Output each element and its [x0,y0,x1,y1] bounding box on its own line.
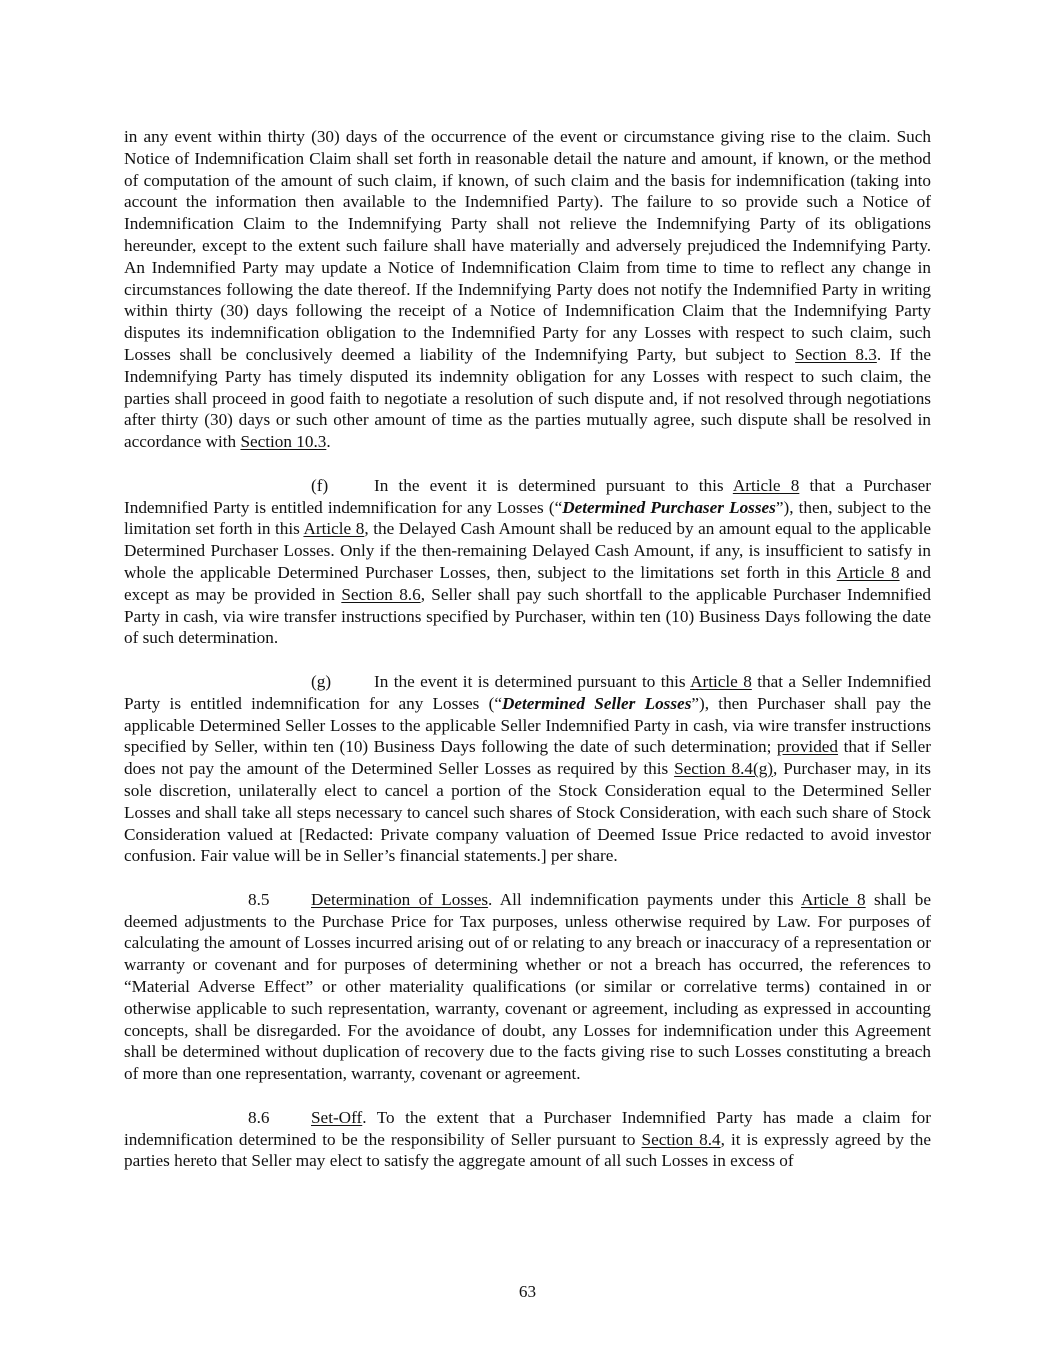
proviso: provided [776,737,839,757]
text: , the Delayed Cash Amount shall be reduced by an amount equal to the applicable Determined Purchaser Losses. Only if the then-remaining Delayed Cash Amount, if any, is insufficient to satisfy in whole the applicable Determined Purchaser Losses, then, subject to the limitations set forth in this [124,519,931,582]
text: shall be deemed adjustments to the Purchase Price for Tax purposes, unless otherwise required by Law. For purposes of calculating the amount of Losses incurred arising out of or relating to any breach or inaccuracy of a representation or warranty or covenant and for purposes of determining whether or not a breach has occurred, the references to “Material Adverse Effect” or other materiality qualifications (or similar or correlative terms) contained in or otherwise applicable to such representation, warranty, covenant or agreement, including as expressed in accounting concepts, shall be disregarded. For the avoidance of doubt, any Losses for indemnification under this Agreement shall be determined without duplication of recovery due to the facts giving rise to such Losses constituting a breach of more than one representation, warranty, covenant or agreement. [124,889,931,1084]
section-number: 8.5 [248,889,270,909]
text: . [326,432,331,452]
cross-reference: Article 8 [801,889,866,909]
paragraph-f-determined-purchaser-losses [124,475,931,649]
paragraph-g-determined-seller-losses [124,671,931,867]
text: , Seller shall pay such shortfall to the applicable Purchaser Indemnified Party in cash, via wire transfer instructions specified by Purchaser, within ten (10) Business Days following the date of such determination. [124,584,932,648]
clause-label: (f) [311,475,329,495]
text: . All indemnification payments under this [488,889,801,909]
text: and except as may be provided in [124,562,931,604]
text: In the event it is determined pursuant to this [374,671,691,691]
text: that if Seller does not pay the amount of the Determined Seller Losses as required by this [124,737,931,779]
cross-reference: Section 8.4(g) [674,759,774,779]
text: in any event within thirty (30) days of the occurrence of the event or circumstance giving rise to the claim. Such Notice of Indemnification Claim shall set forth in reasonable detail the nature and amount, if known, or the method of computation of the amount of such claim, if known, of such claim and the basis for indemnification (taking into account the information then available to the Indemnified Party). The failure to so provide such a Notice of Indemnification Claim to the Indemnifying Party shall not relieve the Indemnifying Party of its obligations hereunder, except to the extent such failure shall have materially and adversely prejudiced the Indemnifying Party. An Indemnified Party may update a Notice of Indemnification Claim from time to time to reflect any change in circumstances following the date thereof. If the Indemnifying Party does not notify the Indemnified Party in writing within thirty (30) days following the receipt of a Notice of Indemnification Claim that the Indemnifying Party disputes its indemnification obligation to the Indemnified Party for any Losses with respect to such claim, such Losses shall be conclusively deemed a liability of the Indemnifying Party, but subject to [124,127,931,364]
text: that a Seller Indemnified Party is entitled indemnification for any Losses (“ [124,671,931,713]
text: ”), then Purchaser shall pay the applicable Determined Seller Losses to the applicable Seller Indemnified Party in cash, via wire transfer instructions specified by Seller, within ten (10) Business Days following the date of such determination; [124,693,931,757]
cross-reference: Article 8 [732,475,800,495]
cross-reference: Article 8 [690,671,752,691]
cross-reference: Article 8 [836,562,900,582]
text: In the event it is determined pursuant to this [374,475,733,495]
defined-term: Determined Seller Losses [501,693,692,713]
section-number: 8.6 [248,1107,270,1127]
text: . If the Indemnifying Party has timely disputed its indemnity obligation for any Losses with respect to such claim, the parties shall proceed in good faith to negotiate a resolution of such dispute and, if not resolved through negotiations after thirty (30) days or such other amount of time as the parties mutually agree, such dispute shall be resolved in accordance with [124,344,931,452]
cross-reference: Section 8.3 [795,344,877,364]
defined-term: Determined Purchaser Losses [562,497,776,517]
page-body [124,126,931,1172]
text: . To the extent that a Purchaser Indemnified Party has made a claim for indemnification determined to be the responsibility of Seller pursuant to [124,1107,931,1149]
text: ”), then, subject to the limitation set forth in this [124,497,931,539]
text: , Purchaser may, in its sole discretion, unilaterally elect to cancel a portion of the Stock Consideration equal to the Determined Seller Losses and shall take all steps necessary to cancel such shares of Stock Consideration, with each such share of Stock Consideration valued at [Redacted: Private company valuation of Deemed Issue Price redacted to avoid investor confusion. Fair value will be in Seller’s financial statements.] per share. [124,759,931,866]
paragraph-notice-of-indemnification-claim [124,126,931,453]
section-heading: Determination of Losses [311,889,489,909]
text: that a Purchaser Indemnified Party is entitled indemnification for any Losses (“ [124,475,931,517]
section-heading: Set-Off [311,1107,363,1127]
cross-reference: Article 8 [303,519,365,539]
page-number: 63 [518,1282,537,1301]
cross-reference: Section 10.3 [240,432,327,452]
clause-label: (g) [311,671,332,691]
cross-reference: Section 8.4 [641,1129,721,1149]
section-8-6-set-off [124,1107,931,1172]
cross-reference: Section 8.6 [341,584,421,604]
text: , it is expressly agreed by the parties hereto that Seller may elect to satisfy the aggregate amount of all such Losses in excess of [124,1129,931,1171]
section-8-5-determination-of-losses [124,889,931,1085]
